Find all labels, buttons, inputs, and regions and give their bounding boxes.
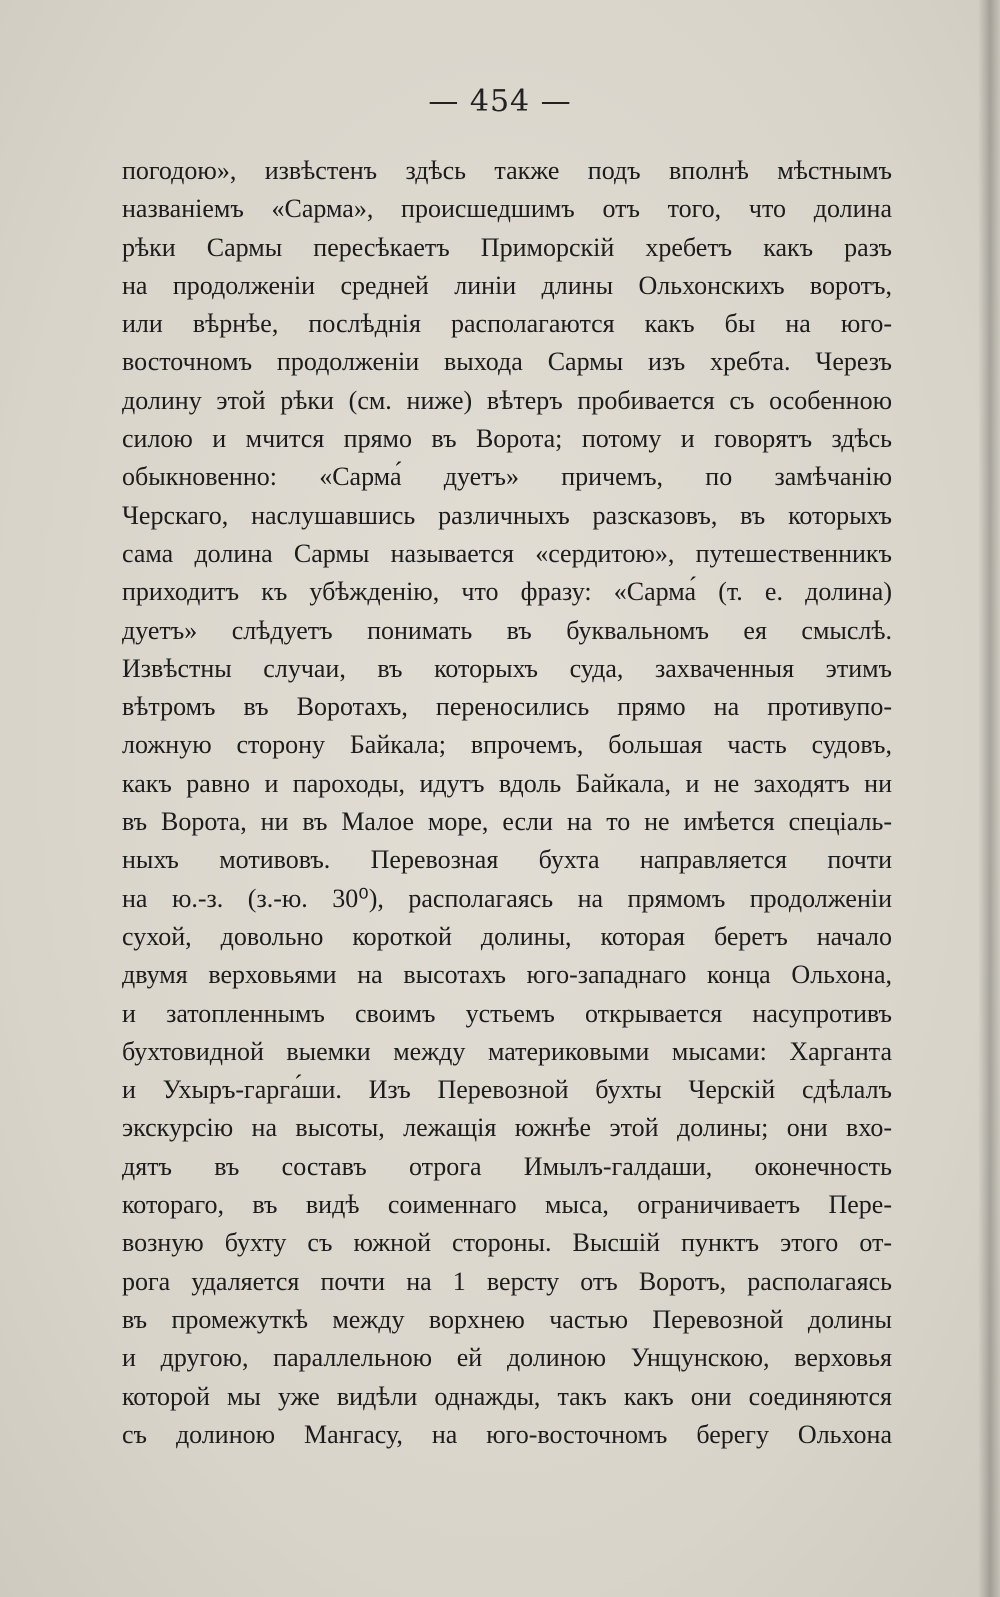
text-line: возную бухту съ южной стороны. Высшій пунктъ этого от- <box>122 1228 892 1258</box>
page-number: — 454 — <box>428 84 572 119</box>
text-line: котораго, въ видѣ соименнаго мыса, ограничиваетъ Пере- <box>122 1190 892 1220</box>
text-line: дуетъ» слѣдуетъ понимать въ буквальномъ ея смыслѣ. <box>122 615 892 645</box>
text-line: или вѣрнѣе, послѣднія располагаются какъ бы на юго- <box>122 309 892 339</box>
text-line: ныхъ мотивовъ. Перевозная бухта направляется почти <box>122 845 892 875</box>
text-line: на продолженіи средней линіи длины Ольхонскихъ воротъ, <box>122 270 892 300</box>
text-line: въ промежуткѣ между ворхнею частью Перевозной долины <box>122 1304 892 1334</box>
text-line: Черскаго, наслушавшись различныхъ разсказовъ, въ которыхъ <box>122 500 892 530</box>
text-line: сама долина Сармы называется «сердитою», путешественникъ <box>122 538 892 568</box>
text-line: какъ равно и пароходы, идутъ вдоль Байкала, и не заходятъ ни <box>122 768 892 798</box>
text-line: погодою», извѣстенъ здѣсь также подъ вполнѣ мѣстнымъ <box>122 156 892 185</box>
text-line: въ Ворота, ни въ Малое море, если на то не имѣется спеціаль- <box>122 807 892 837</box>
text-line: дятъ въ составъ отрога Имылъ-галдаши, оконечность <box>122 1151 892 1181</box>
text-line: обыкновенно: «Сарма́ дуетъ» причемъ, по замѣчанію <box>122 462 892 492</box>
text-line: бухтовидной выемки между материковыми мысами: Харганта <box>122 1036 892 1066</box>
page-edge-shadow <box>978 0 1000 1597</box>
text-line: экскурсію на высоты, лежащія южнѣе этой долины; они вхо- <box>122 1113 892 1143</box>
text-line: восточномъ продолженіи выхода Сармы изъ хребта. Черезъ <box>122 347 892 377</box>
text-line: сухой, довольно короткой долины, которая беретъ начало <box>122 921 892 951</box>
text-line: приходитъ къ убѣжденію, что фразу: «Сарма́ (т. е. долина) <box>122 577 892 607</box>
text-line: съ долиною Мангасу, на юго-восточномъ берегу Ольхона <box>122 1419 892 1449</box>
text-line: долину этой рѣки (см. ниже) вѣтеръ пробивается съ особенною <box>122 385 892 415</box>
text-line: силою и мчится прямо въ Ворота; потому и говорятъ здѣсь <box>122 424 892 454</box>
text-line: рога удаляется почти на 1 версту отъ Воротъ, располагаясь <box>122 1266 892 1296</box>
text-line: Извѣстны случаи, въ которыхъ суда, захваченныя этимъ <box>122 653 892 683</box>
text-line: названіемъ «Сарма», происшедшимъ отъ того, что долина <box>122 194 892 224</box>
text-line: и Ухыръ-гарга́ши. Изъ Перевозной бухты Черскій сдѣлалъ <box>122 1075 892 1105</box>
text-line: двумя верховьями на высотахъ юго-западнаго конца Ольхона, <box>122 960 892 990</box>
text-line: вѣтромъ въ Воротахъ, переносились прямо на противупо- <box>122 692 892 722</box>
text-line: и затопленнымъ своимъ устьемъ открывается насупротивъ <box>122 998 892 1028</box>
body-text <box>122 152 892 1454</box>
text-line: на ю.-з. (з.-ю. 30⁰), располагаясь на прямомъ продолженіи <box>122 883 892 913</box>
text-line: ложную сторону Байкала; впрочемъ, большая часть судовъ, <box>122 730 892 760</box>
text-line: рѣки Сармы пересѣкаетъ Приморскій хребетъ какъ разъ <box>122 232 892 262</box>
text-line: и другою, параллельною ей долиною Унщунскою, верховья <box>122 1343 892 1373</box>
text-line: которой мы уже видѣли однажды, такъ какъ они соединяются <box>122 1381 892 1411</box>
